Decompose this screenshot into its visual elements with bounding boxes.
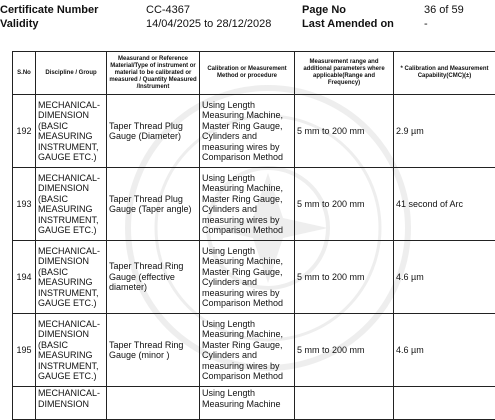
row-sno: 195 — [13, 314, 36, 387]
row-sno: 194 — [13, 241, 36, 314]
row-method: Using Length Measuring Machine, Master Ring Gauge, Cylinders and measuring wires by Comparison Method — [200, 314, 295, 387]
scope-table — [12, 51, 495, 420]
certificate-number-label: Certificate Number — [0, 3, 98, 17]
table-header-row — [13, 52, 495, 95]
column-header-discipline: Discipline / Group — [36, 52, 107, 95]
certificate-number-value: CC-4367 — [146, 3, 190, 17]
row-cmc: 2.9 µm — [394, 95, 495, 168]
row-discipline: MECHANICAL- DIMENSION — [36, 387, 107, 420]
page-number-label: Page No — [302, 3, 346, 17]
row-discipline: MECHANICAL- DIMENSION (BASIC MEASURING INSTRUMENT, GAUGE ETC.) — [36, 95, 107, 168]
row-range: 5 mm to 200 mm — [295, 241, 394, 314]
column-header-cmc: * Calibration and Measurement Capability(CMC)(±) — [394, 52, 495, 95]
table-row — [13, 168, 495, 241]
row-cmc: 4.6 µm — [394, 241, 495, 314]
last-amended-value: - — [424, 17, 428, 31]
row-sno: 193 — [13, 168, 36, 241]
table-row — [13, 95, 495, 168]
column-header-range: Measurement range and additional parameters where applicable(Range and Frequency) — [295, 52, 394, 95]
column-header-method: Calibration or Measurement Method or procedure — [200, 52, 295, 95]
row-method: Using Length Measuring Machine, Master Ring Gauge, Cylinders and measuring wires by Comparison Method — [200, 241, 295, 314]
row-cmc: 4.6 µm — [394, 314, 495, 387]
table-row — [13, 241, 495, 314]
row-measurand: Taper Thread Plug Gauge (Taper angle) — [107, 168, 200, 241]
row-measurand — [107, 387, 200, 420]
validity-value: 14/04/2025 to 28/12/2028 — [146, 17, 271, 31]
row-method: Using Length Measuring Machine — [200, 387, 295, 420]
column-header-measurand: Measurand or Reference Material/Type of instrument or material to be calibrated or measured / Quantity Measured /Instrument — [107, 52, 200, 95]
row-discipline: MECHANICAL- DIMENSION (BASIC MEASURING INSTRUMENT, GAUGE ETC.) — [36, 314, 107, 387]
row-range — [295, 387, 394, 420]
validity-label: Validity — [0, 17, 39, 31]
row-range: 5 mm to 200 mm — [295, 168, 394, 241]
row-discipline: MECHANICAL- DIMENSION (BASIC MEASURING INSTRUMENT, GAUGE ETC.) — [36, 241, 107, 314]
row-measurand: Taper Thread Ring Gauge (minor ) — [107, 314, 200, 387]
row-sno: 192 — [13, 95, 36, 168]
row-measurand: Taper Thread Ring Gauge (effective diameter) — [107, 241, 200, 314]
row-cmc — [394, 387, 495, 420]
column-header-sno: S.No — [13, 52, 36, 95]
row-range: 5 mm to 200 mm — [295, 95, 394, 168]
last-amended-label: Last Amended on — [302, 17, 394, 31]
row-cmc: 41 second of Arc — [394, 168, 495, 241]
page-number-value: 36 of 59 — [424, 3, 464, 17]
table-row-partial — [13, 387, 495, 420]
row-method: Using Length Measuring Machine, Master Ring Gauge, Cylinders and measuring wires by Comparison Method — [200, 168, 295, 241]
row-method: Using Length Measuring Machine, Master Ring Gauge, Cylinders and measuring wires by Comparison Method — [200, 95, 295, 168]
certificate-header — [0, 0, 495, 48]
row-sno — [13, 387, 36, 420]
row-range: 5 mm to 200 mm — [295, 314, 394, 387]
table-row — [13, 314, 495, 387]
row-measurand: Taper Thread Plug Gauge (Diameter) — [107, 95, 200, 168]
row-discipline: MECHANICAL- DIMENSION (BASIC MEASURING INSTRUMENT, GAUGE ETC.) — [36, 168, 107, 241]
